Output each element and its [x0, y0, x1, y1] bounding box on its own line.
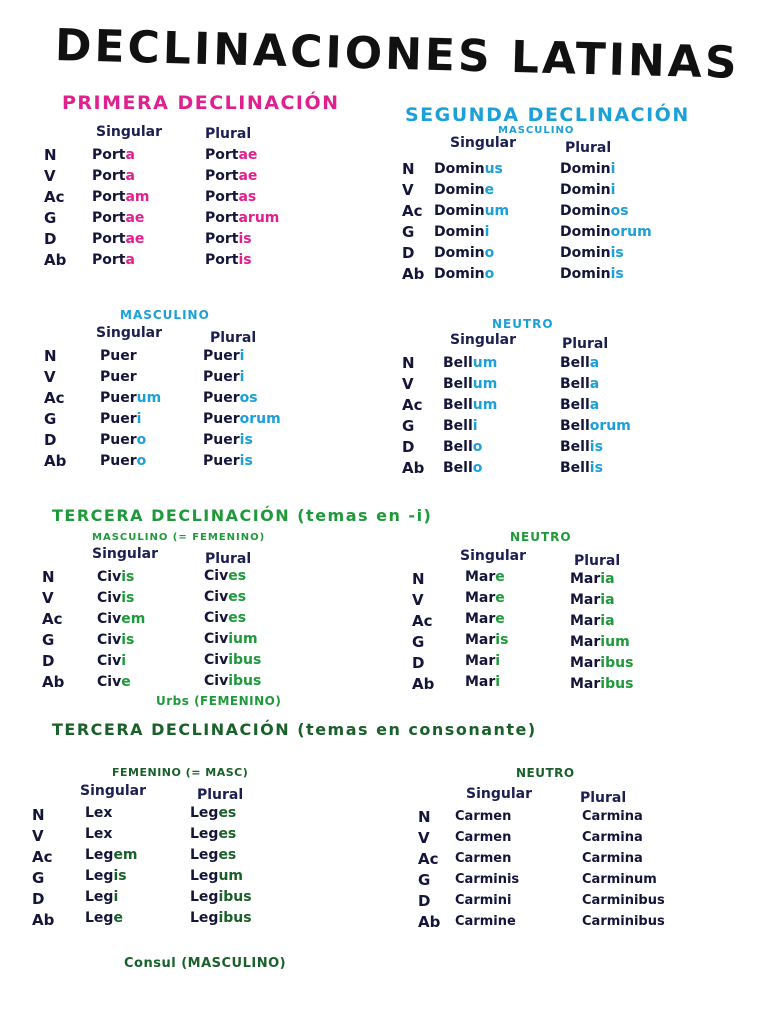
word-form: Civium	[204, 631, 258, 647]
word-form: Porta	[92, 147, 135, 163]
puer-singular-column	[100, 345, 161, 471]
word-form: Carminibus	[582, 914, 665, 929]
word-form: Leges	[190, 826, 237, 842]
word-form: Portis	[205, 231, 252, 247]
word-form: Dominorum	[560, 224, 652, 240]
primera-plural-column	[205, 145, 279, 271]
tercera-cons-singular-header: Singular	[80, 783, 146, 799]
segunda-cases	[402, 158, 424, 284]
case-label: G	[42, 631, 55, 649]
word-form: Carmine	[455, 914, 516, 929]
case-label: Ab	[402, 265, 425, 283]
mare-plural-column	[570, 568, 633, 694]
case-label: Ac	[44, 389, 65, 407]
segunda-plural-header: Plural	[565, 140, 612, 156]
case-label: G	[402, 223, 415, 241]
case-label: Ac	[418, 850, 439, 868]
word-form: Cives	[204, 568, 247, 584]
word-form: Civis	[97, 569, 135, 585]
word-form: Maria	[570, 571, 615, 587]
mare-subtitle: NEUTRO	[510, 530, 572, 544]
puer-plural-header: Plural	[210, 330, 257, 346]
word-form: Cives	[204, 589, 247, 605]
case-label: N	[32, 806, 45, 824]
word-form: Portae	[92, 210, 145, 226]
word-form: Civi	[97, 653, 127, 669]
case-label: G	[44, 209, 57, 227]
word-form: Lex	[85, 826, 113, 842]
case-label: V	[44, 368, 56, 386]
word-form: Carmen	[455, 851, 512, 866]
case-label: G	[44, 410, 57, 428]
word-form: Portam	[92, 189, 150, 205]
puer-cases	[44, 345, 66, 471]
word-form: Legi	[85, 889, 119, 905]
case-label: Ac	[32, 848, 53, 866]
case-label: Ab	[44, 251, 67, 269]
puer-singular-header: Singular	[96, 325, 162, 341]
word-form: Pueros	[203, 390, 258, 406]
tercera-i-plural-column	[204, 566, 261, 692]
tercera-i-title: TERCERA DECLINACIÓN (temas en -i)	[52, 506, 433, 525]
word-form: Lege	[85, 910, 123, 926]
case-label: V	[418, 829, 430, 847]
word-form: Domini	[560, 182, 616, 198]
word-form: Bello	[443, 460, 483, 476]
case-label: Ab	[44, 452, 67, 470]
word-form: Maribus	[570, 655, 634, 671]
case-label: G	[412, 633, 425, 651]
case-label: D	[418, 892, 431, 910]
case-label: N	[402, 160, 415, 178]
primera-singular-header: Singular	[96, 124, 162, 140]
word-form: Bello	[443, 439, 483, 455]
tercera-i-note: Urbs (FEMENINO)	[156, 694, 282, 708]
word-form: Carminum	[582, 872, 657, 887]
bellum-singular-header: Singular	[450, 332, 516, 348]
case-label: Ac	[402, 396, 423, 414]
word-form: Carmina	[582, 851, 643, 866]
case-label: Ab	[418, 913, 441, 931]
word-form: Carmina	[582, 830, 643, 845]
case-label: Ab	[32, 911, 55, 929]
case-label: Ac	[402, 202, 423, 220]
segunda-plural-column	[560, 158, 652, 284]
case-label: D	[42, 652, 55, 670]
word-form: Dominis	[560, 266, 624, 282]
case-label: G	[418, 871, 431, 889]
word-form: Domini	[560, 161, 616, 177]
word-form: Maribus	[570, 676, 634, 692]
case-label: G	[32, 869, 45, 887]
case-label: Ac	[44, 188, 65, 206]
word-form: Mari	[465, 674, 501, 690]
page-title: DECLINACIONES LATINAS	[54, 20, 741, 89]
case-label: D	[44, 230, 57, 248]
word-form: Puer	[100, 348, 137, 364]
word-form: Dominis	[560, 245, 624, 261]
word-form: Carminibus	[582, 893, 665, 908]
tercera-cons-plural-column	[190, 802, 252, 928]
segunda-singular-header: Singular	[450, 135, 516, 151]
word-form: Civis	[97, 590, 135, 606]
word-form: Civibus	[204, 652, 262, 668]
word-form: Carmina	[582, 809, 643, 824]
word-form: Pueri	[100, 411, 142, 427]
word-form: Maria	[570, 592, 615, 608]
bellum-singular-column	[443, 352, 497, 478]
word-form: Carminis	[455, 872, 520, 887]
case-label: N	[42, 568, 55, 586]
word-form: Carmen	[455, 830, 512, 845]
word-form: Legis	[85, 868, 127, 884]
word-form: Puerorum	[203, 411, 281, 427]
tercera-cons-title: TERCERA DECLINACIÓN (temas en consonante)	[52, 720, 537, 739]
word-form: Pueri	[203, 369, 245, 385]
word-form: Bella	[560, 397, 600, 413]
case-label: N	[412, 570, 425, 588]
word-form: Maris	[465, 632, 509, 648]
word-form: Domini	[434, 224, 490, 240]
bellum-cases	[402, 352, 424, 478]
tercera-i-cases	[42, 566, 64, 692]
tercera-cons-subtitle: FEMENINO (= MASC)	[112, 766, 249, 779]
segunda-masculino-subtitle: MASCULINO	[498, 125, 575, 136]
tercera-cons-plural-header: Plural	[197, 787, 244, 803]
word-form: Lex	[85, 805, 113, 821]
word-form: Bellum	[443, 376, 498, 392]
word-form: Dominum	[434, 203, 510, 219]
case-label: V	[402, 375, 414, 393]
tercera-cons-note: Consul (MASCULINO)	[124, 956, 287, 971]
word-form: Mare	[465, 590, 505, 606]
word-form: Bella	[560, 376, 600, 392]
tercera-cons-cases	[32, 804, 54, 930]
case-label: V	[44, 167, 56, 185]
word-form: Puero	[100, 432, 147, 448]
word-form: Civis	[97, 632, 135, 648]
bellum-plural-header: Plural	[562, 336, 609, 352]
segunda-singular-column	[434, 158, 509, 284]
word-form: Portae	[92, 231, 145, 247]
word-form: Puerum	[100, 390, 162, 406]
word-form: Bellorum	[560, 418, 631, 434]
word-form: Bellis	[560, 439, 603, 455]
case-label: V	[412, 591, 424, 609]
case-label: D	[402, 244, 415, 262]
word-form: Legibus	[190, 889, 252, 905]
mare-plural-header: Plural	[574, 553, 621, 569]
carmen-plural-column	[582, 806, 665, 932]
word-form: Leges	[190, 805, 237, 821]
word-form: Maria	[570, 613, 615, 629]
word-form: Mari	[465, 653, 501, 669]
word-form: Legibus	[190, 910, 252, 926]
word-form: Domine	[434, 182, 495, 198]
primera-singular-column	[92, 145, 150, 271]
word-form: Cives	[204, 610, 247, 626]
case-label: N	[44, 347, 57, 365]
word-form: Puer	[100, 369, 137, 385]
primera-cases	[44, 145, 66, 271]
carmen-singular-column	[455, 806, 519, 932]
word-form: Porta	[92, 252, 135, 268]
word-form: Leges	[190, 847, 237, 863]
word-form: Portarum	[205, 210, 280, 226]
word-form: Pueris	[203, 453, 253, 469]
bellum-subtitle: NEUTRO	[492, 317, 554, 331]
word-form: Mare	[465, 569, 505, 585]
word-form: Bellum	[443, 355, 498, 371]
carmen-cases	[418, 806, 440, 932]
case-label: D	[32, 890, 45, 908]
word-form: Legum	[190, 868, 243, 884]
word-form: Pueri	[203, 348, 245, 364]
case-label: V	[402, 181, 414, 199]
tercera-i-singular-header: Singular	[92, 546, 158, 562]
word-form: Carmen	[455, 809, 512, 824]
case-label: N	[44, 146, 57, 164]
word-form: Mare	[465, 611, 505, 627]
word-form: Bella	[560, 355, 600, 371]
mare-cases	[412, 568, 434, 694]
case-label: Ac	[42, 610, 63, 628]
word-form: Dominos	[560, 203, 629, 219]
tercera-i-plural-header: Plural	[205, 551, 252, 567]
word-form: Portae	[205, 147, 258, 163]
bellum-plural-column	[560, 352, 631, 478]
word-form: Bellum	[443, 397, 498, 413]
case-label: D	[412, 654, 425, 672]
case-label: Ab	[402, 459, 425, 477]
carmen-plural-header: Plural	[580, 790, 627, 806]
word-form: Dominus	[434, 161, 503, 177]
puer-plural-column	[203, 345, 281, 471]
carmen-singular-header: Singular	[466, 786, 532, 802]
case-label: N	[418, 808, 431, 826]
case-label: D	[44, 431, 57, 449]
mare-singular-column	[465, 566, 508, 692]
case-label: Ab	[42, 673, 65, 691]
case-label: N	[402, 354, 415, 372]
word-form: Legem	[85, 847, 138, 863]
word-form: Domino	[434, 266, 495, 282]
carmen-subtitle: NEUTRO	[516, 766, 575, 780]
word-form: Bellis	[560, 460, 603, 476]
word-form: Pueris	[203, 432, 253, 448]
segunda-title: SEGUNDA DECLINACIÓN	[405, 104, 690, 126]
case-label: G	[402, 417, 415, 435]
primera-plural-header: Plural	[205, 126, 252, 142]
tercera-i-subtitle: MASCULINO (= FEMENINO)	[92, 532, 266, 543]
word-form: Belli	[443, 418, 478, 434]
word-form: Carmini	[455, 893, 512, 908]
primera-title: PRIMERA DECLINACIÓN	[62, 92, 340, 114]
tercera-i-singular-column	[97, 566, 145, 692]
case-label: Ac	[412, 612, 433, 630]
case-label: Ab	[412, 675, 435, 693]
case-label: V	[32, 827, 44, 845]
word-form: Cive	[97, 674, 131, 690]
word-form: Puero	[100, 453, 147, 469]
tercera-cons-singular-column	[85, 802, 138, 928]
word-form: Porta	[92, 168, 135, 184]
case-label: D	[402, 438, 415, 456]
word-form: Marium	[570, 634, 630, 650]
puer-subtitle: MASCULINO	[120, 308, 210, 322]
case-label: V	[42, 589, 54, 607]
mare-singular-header: Singular	[460, 548, 526, 564]
word-form: Civibus	[204, 673, 262, 689]
word-form: Portas	[205, 189, 257, 205]
word-form: Portae	[205, 168, 258, 184]
word-form: Portis	[205, 252, 252, 268]
word-form: Domino	[434, 245, 495, 261]
word-form: Civem	[97, 611, 146, 627]
